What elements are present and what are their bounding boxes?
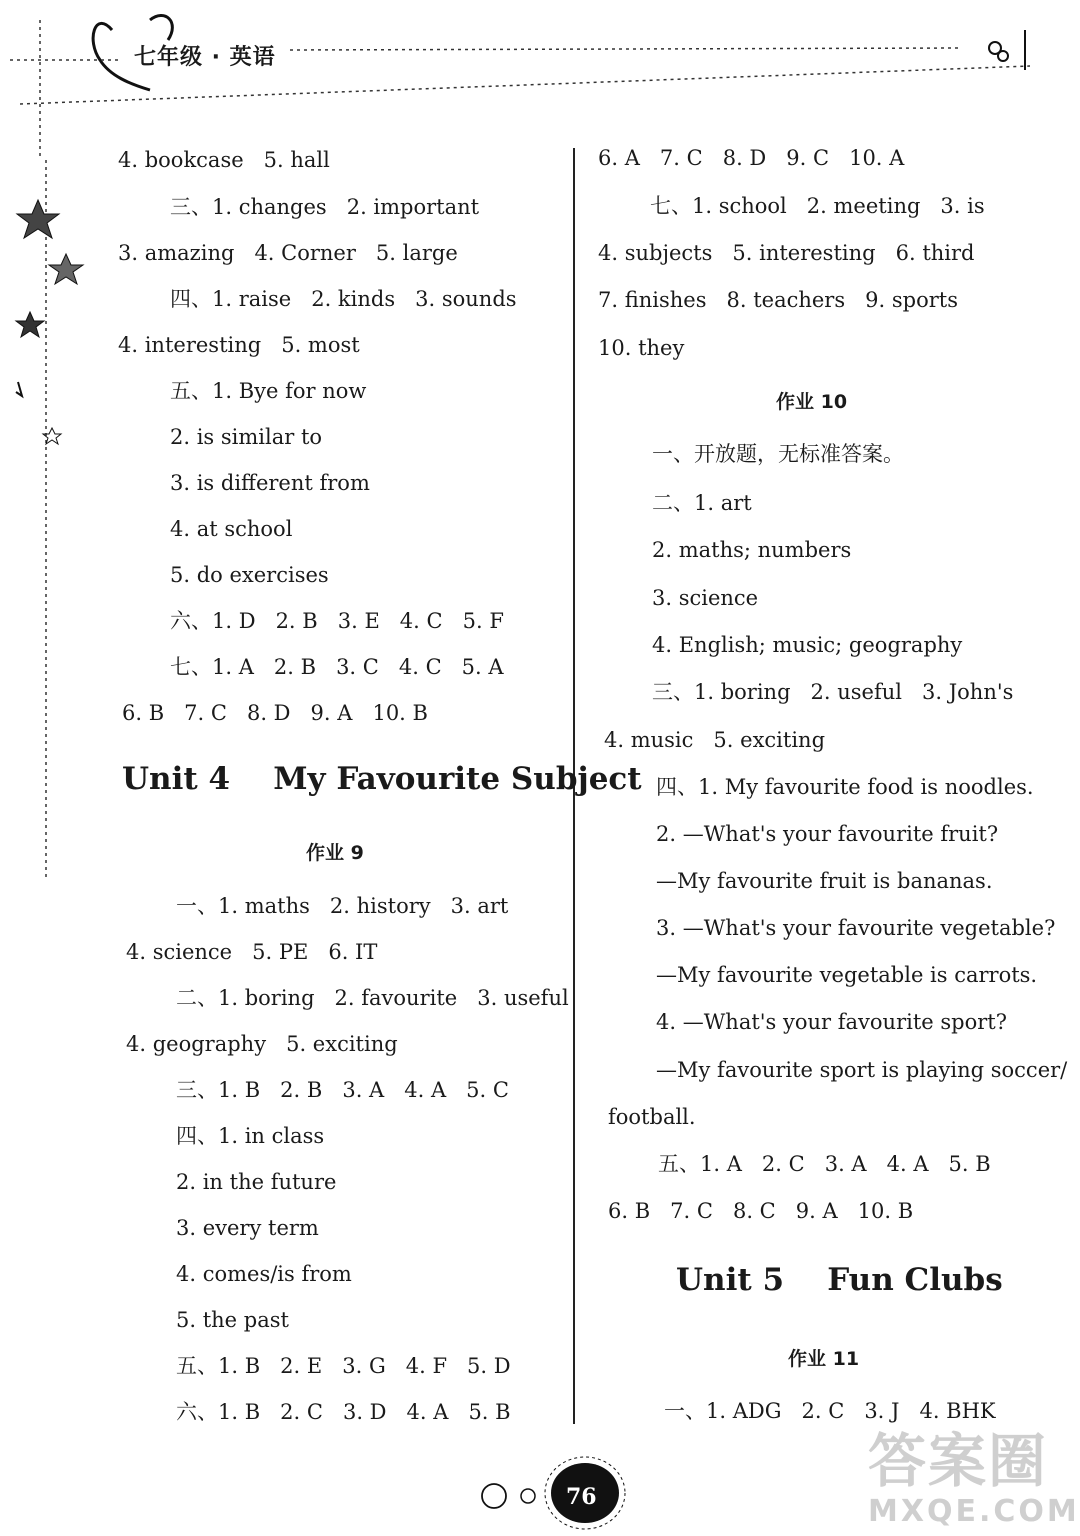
- watermark-logo-text: 答案圈: [868, 1427, 1049, 1495]
- answer-line: football.: [608, 1105, 696, 1129]
- answer-line: 六、1. B 2. C 3. D 4. A 5. B: [176, 1400, 511, 1424]
- answer-line: 四、1. in class: [176, 1124, 325, 1148]
- homework-heading: 作业 10: [776, 391, 848, 413]
- answer-line: 一、1. maths 2. history 3. art: [176, 894, 509, 918]
- circle-icon: [521, 1489, 535, 1503]
- answer-line: 三、1. changes 2. important: [170, 195, 480, 219]
- answer-line: 一、1. ADG 2. C 3. J 4. BHK: [664, 1399, 996, 1423]
- answer-line: 4. subjects 5. interesting 6. third: [598, 241, 975, 265]
- answer-line: 三、1. boring 2. useful 3. John's: [652, 680, 1014, 704]
- answer-line: 6. B 7. C 8. C 9. A 10. B: [608, 1199, 914, 1223]
- answer-line: 2. maths; numbers: [652, 538, 852, 562]
- answer-line: 3. science: [652, 586, 759, 610]
- answer-line: 五、1. A 2. C 3. A 4. A 5. B: [658, 1152, 991, 1176]
- answer-line: —My favourite sport is playing soccer/: [656, 1058, 1068, 1082]
- unit-heading: Unit 5 Fun Clubs: [676, 1262, 1003, 1298]
- answer-line: 4. —What's your favourite sport?: [656, 1010, 1007, 1034]
- answer-line: 6. B 7. C 8. D 9. A 10. B: [122, 701, 428, 725]
- answer-line: 4. music 5. exciting: [604, 728, 826, 752]
- answer-line: 7. finishes 8. teachers 9. sports: [598, 288, 958, 312]
- answer-line: 2. is similar to: [170, 425, 323, 449]
- answer-line: 2. in the future: [176, 1170, 337, 1194]
- answer-line: 三、1. B 2. B 3. A 4. A 5. C: [176, 1078, 509, 1102]
- answer-line: 3. —What's your favourite vegetable?: [656, 916, 1056, 940]
- answer-line: 3. amazing 4. Corner 5. large: [118, 241, 458, 265]
- star-icon: [49, 254, 83, 284]
- header-title: 七年级 · 英语: [134, 45, 276, 70]
- answer-line: 5. do exercises: [170, 563, 329, 587]
- answer-line: 4. comes/is from: [176, 1262, 352, 1286]
- answer-line: 四、1. raise 2. kinds 3. sounds: [170, 287, 517, 311]
- page-number: 76: [566, 1484, 597, 1510]
- circle-icon: [482, 1484, 506, 1508]
- answer-line: 2. —What's your favourite fruit?: [656, 822, 999, 846]
- watermark: [868, 1427, 1080, 1529]
- answer-line: —My favourite fruit is bananas.: [656, 869, 993, 893]
- homework-heading: 作业 9: [306, 842, 364, 864]
- answer-line: —My favourite vegetable is carrots.: [656, 963, 1038, 987]
- answer-line: 一、开放题，无标准答案。: [652, 442, 904, 466]
- answer-line: 4. geography 5. exciting: [126, 1032, 398, 1056]
- answer-line: 6. A 7. C 8. D 9. C 10. A: [598, 146, 905, 170]
- answer-line: 4. bookcase 5. hall: [118, 148, 330, 172]
- answer-line: 5. the past: [176, 1308, 289, 1332]
- watermark-url: MXQE.COM: [868, 1494, 1080, 1529]
- answer-line: 四、1. My favourite food is noodles.: [656, 775, 1034, 799]
- answer-line: 4. science 5. PE 6. IT: [126, 940, 378, 964]
- answer-line: 七、1. school 2. meeting 3. is: [650, 194, 985, 218]
- answer-line: 3. every term: [176, 1216, 319, 1240]
- star-icon: [17, 200, 59, 238]
- flower-icon: [989, 30, 1025, 70]
- answer-line: 五、1. B 2. E 3. G 4. F 5. D: [176, 1354, 511, 1378]
- answer-line: 五、1. Bye for now: [170, 379, 367, 403]
- answer-line: 4. at school: [170, 517, 293, 541]
- answer-line: 七、1. A 2. B 3. C 4. C 5. A: [170, 655, 504, 679]
- answer-line: 二、1. boring 2. favourite 3. useful: [176, 986, 569, 1010]
- answer-line: 六、1. D 2. B 3. E 4. C 5. F: [170, 609, 504, 633]
- unit-heading: Unit 4 My Favourite Subject: [122, 761, 642, 797]
- answer-line: 3. is different from: [170, 471, 370, 495]
- answer-line: 二、1. art: [652, 491, 752, 515]
- homework-heading: 作业 11: [788, 1348, 860, 1370]
- star-icon: [16, 312, 44, 337]
- answer-line: 10. they: [598, 336, 685, 360]
- answer-line: 4. interesting 5. most: [118, 333, 360, 357]
- answer-line: 4. English; music; geography: [652, 633, 963, 657]
